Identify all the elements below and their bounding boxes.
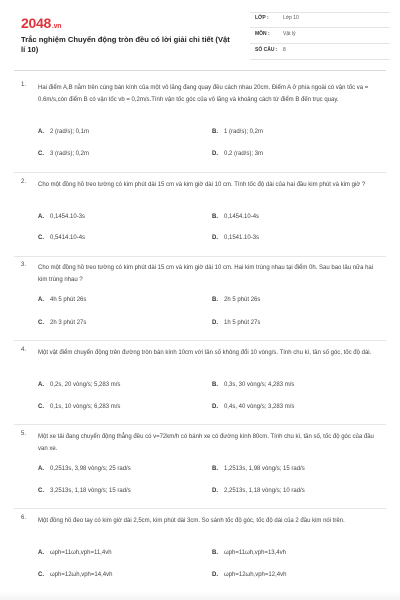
question-divider: [14, 172, 386, 173]
option-a[interactable]: [38, 297, 86, 303]
question-divider: [14, 256, 386, 257]
question-divider: [14, 424, 386, 425]
option-letter: B.: [212, 129, 218, 135]
option-letter: A.: [38, 297, 44, 303]
option-b[interactable]: [212, 466, 305, 472]
option-letter: D.: [212, 320, 218, 326]
option-text: 0,4s, 40 vòng/s; 3,283 m/s: [224, 404, 295, 410]
option-d[interactable]: [212, 404, 294, 410]
option-letter: B.: [212, 382, 218, 388]
option-letter: D.: [212, 235, 218, 241]
option-text: 0,1454.10-3s: [50, 214, 86, 220]
option-letter: D.: [212, 488, 218, 494]
header-divider: [14, 70, 386, 71]
option-letter: C.: [38, 404, 44, 410]
meta-row-class: [250, 13, 390, 29]
page-header: [0, 0, 400, 68]
option-text: 0,2513s, 3,98 vòng/s; 25 rad/s: [50, 466, 131, 472]
option-letter: A.: [38, 129, 44, 135]
option-letter: B.: [212, 466, 218, 472]
option-letter: B.: [212, 214, 218, 220]
option-text: 0,1541.10-3s: [224, 235, 260, 241]
option-a[interactable]: [38, 382, 120, 388]
option-a[interactable]: [38, 550, 112, 556]
option-letter: C.: [38, 488, 44, 494]
option-letter: B.: [212, 297, 218, 303]
option-letter: A.: [38, 382, 44, 388]
question-text: Một đồng hồ đeo tay có kim giờ dài 2,5cm, kim phút dài 3cm. So sánh tốc độ góc, tốc độ dài của 2 đầu kim nói trên.: [38, 518, 345, 524]
option-text: 0,1s, 10 vòng/s; 6,283 m/s: [50, 404, 121, 410]
logo-text: 2048: [21, 15, 51, 31]
option-c[interactable]: [38, 404, 120, 410]
question-text: Một vật điểm chuyển động trên đường tròn bán kính 10cm với tần số không đổi 10 vòng/s. Tính chu kì, tần số góc, tốc độ dài.: [38, 350, 372, 356]
option-d[interactable]: [212, 151, 263, 157]
document-meta: [250, 13, 390, 61]
option-letter: D.: [212, 572, 218, 578]
option-b[interactable]: [212, 382, 294, 388]
option-letter: C.: [38, 151, 44, 157]
question-number: 5.: [21, 431, 27, 437]
question-number: 3.: [21, 262, 27, 268]
option-d[interactable]: [212, 572, 286, 578]
option-b[interactable]: [212, 129, 263, 135]
question-divider: [14, 340, 386, 341]
option-c[interactable]: [38, 572, 112, 578]
option-letter: C.: [38, 320, 44, 326]
option-letter: A.: [38, 550, 44, 556]
meta-value-subject: Vật lý: [283, 31, 296, 37]
option-text: 2,2513s, 1,18 vòng/s; 10 rad/s: [224, 488, 305, 494]
question-number: 1.: [21, 82, 27, 88]
question-number: 4.: [21, 347, 27, 353]
option-text: ωph=11ωh,vph=13,4vh: [224, 550, 286, 556]
option-text: 0,2s, 20 vòng/s; 5,283 m/s: [50, 382, 121, 388]
option-text: 0,3s, 30 vòng/s; 4,283 m/s: [224, 382, 295, 388]
meta-value-count: 8: [283, 47, 286, 53]
option-letter: D.: [212, 404, 218, 410]
option-letter: C.: [38, 235, 44, 241]
option-text: 0,5414.10-4s: [50, 235, 86, 241]
option-text: 4h 5 phút 26s: [50, 297, 87, 303]
option-b[interactable]: [212, 214, 259, 220]
question-divider: [14, 508, 386, 509]
option-text: 3 (rad/s); 0,2m: [50, 151, 90, 157]
option-c[interactable]: [38, 151, 89, 157]
option-text: 1,2513s, 1,98 vòng/s; 15 rad/s: [224, 466, 305, 472]
option-letter: C.: [38, 572, 44, 578]
option-letter: D.: [212, 151, 218, 157]
question-text: Hai điểm A,B nằm trên cùng bán kính của một vô lăng đang quay đều cách nhau 20cm. Điểm A ở phía ngoài có vận tốc va = 0.6m/s,còn điểm B có vận tốc vb = 0,2m/s.Tính vận tốc góc của vô lăng và khoảng cách từ điểm B đến trục quay.: [38, 85, 369, 104]
logo-suffix: .vn: [51, 23, 62, 30]
question-text: Cho một đồng hồ treo tường có kim phút dài 15 cm và kim giờ dài 10 cm. Hai kim trùng nhau tại điểm 0h. Sau bao lâu nữa hai kim trùng nhau ?: [38, 265, 374, 284]
meta-label-count: SỐ CÂU :: [255, 47, 278, 53]
page-bottom-edge: [0, 592, 400, 600]
option-d[interactable]: [212, 235, 259, 241]
option-d[interactable]: [212, 488, 305, 494]
option-letter: A.: [38, 466, 44, 472]
site-logo[interactable]: [21, 15, 61, 31]
meta-row-subject: [250, 29, 390, 45]
option-text: 2h 5 phút 26s: [224, 297, 261, 303]
option-text: 0,1454.10-4s: [224, 214, 260, 220]
option-c[interactable]: [38, 235, 85, 241]
meta-label-class: LỚP :: [255, 15, 269, 21]
option-text: 2 (rad/s); 0,1m: [50, 129, 90, 135]
option-text: 3,2513s, 1,18 vòng/s; 15 rad/s: [50, 488, 131, 494]
question-number: 6.: [21, 515, 27, 521]
option-text: 1h 5 phút 27s: [224, 320, 261, 326]
option-d[interactable]: [212, 320, 260, 326]
option-b[interactable]: [212, 550, 286, 556]
meta-row-count: [250, 45, 390, 61]
option-text: 2h 3 phút 27s: [50, 320, 87, 326]
option-a[interactable]: [38, 466, 131, 472]
option-text: ωph=12ωh,vph=14,4vh: [50, 572, 113, 578]
question-number: 2.: [21, 179, 27, 185]
option-letter: B.: [212, 550, 218, 556]
meta-value-class: Lớp 10: [283, 15, 299, 21]
option-a[interactable]: [38, 129, 89, 135]
question-text: Cho một đồng hồ treo tường có kim phút dài 15 cm và kim giờ dài 10 cm. Tính tốc độ dài của hai đầu kim phút và kim giờ ?: [38, 182, 366, 188]
option-text: ωph=11ωh,vph=11,4vh: [50, 550, 112, 556]
option-b[interactable]: [212, 297, 260, 303]
option-a[interactable]: [38, 214, 85, 220]
option-c[interactable]: [38, 320, 86, 326]
option-text: 0,2 (rad/s); 3m: [224, 151, 264, 157]
option-text: ωph=12ωh,vph=12,4vh: [224, 572, 287, 578]
document-title: Trắc nghiệm Chuyển động tròn đều có lời giải chi tiết (Vật lí 10): [21, 35, 230, 54]
option-text: 1 (rad/s); 0,2m: [224, 129, 264, 135]
question-text: Một xe tải đang chuyển động thẳng đều có v=72km/h có bánh xe có đường kính 80cm. Tính chu kì, tần số, tốc độ góc của đầu van xe.: [38, 434, 374, 453]
option-letter: A.: [38, 214, 44, 220]
option-c[interactable]: [38, 488, 131, 494]
meta-label-subject: MÔN :: [255, 31, 270, 37]
